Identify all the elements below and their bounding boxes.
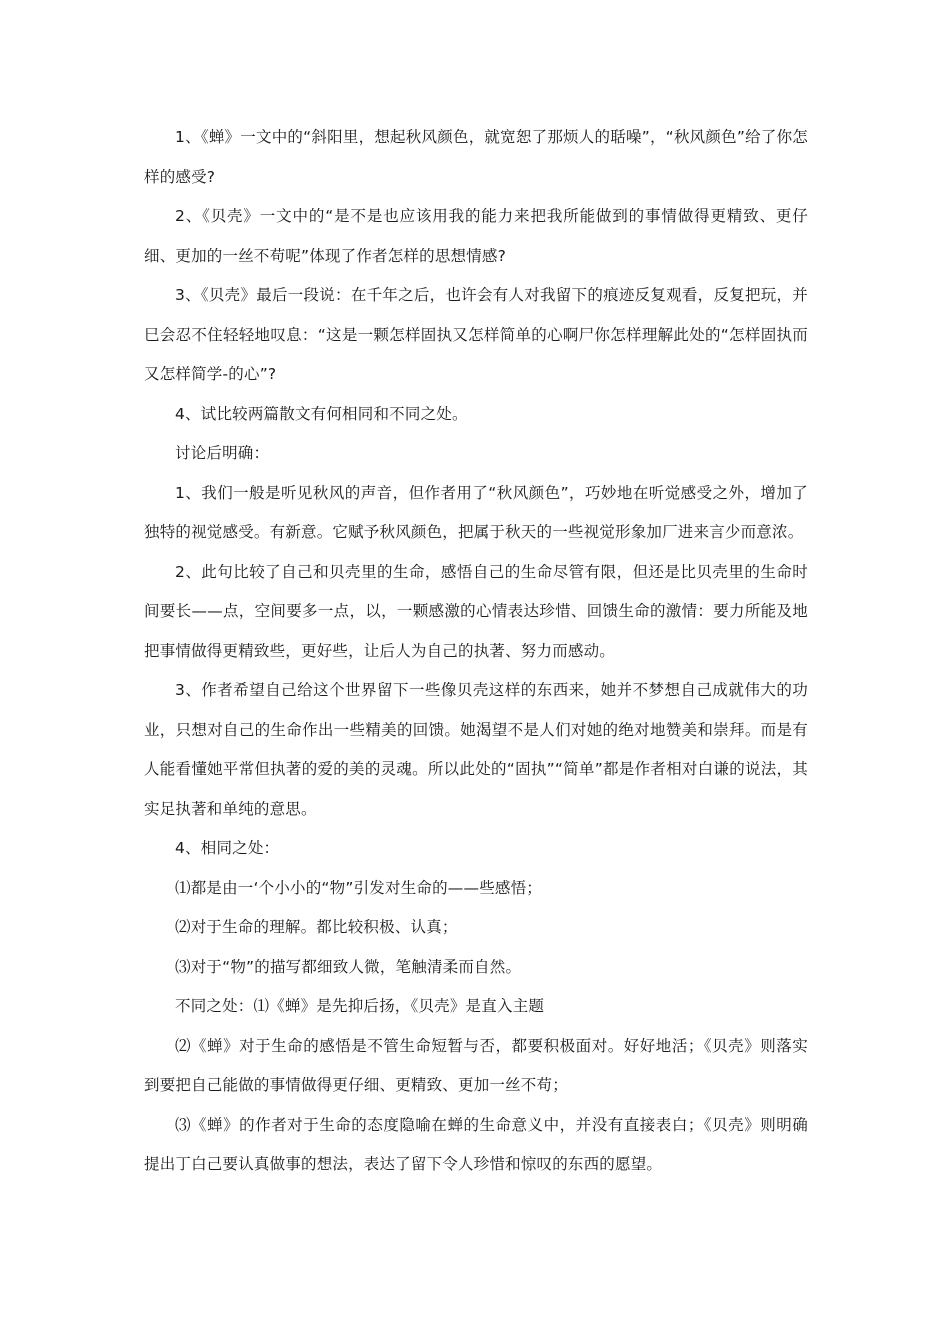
answer-2: 2、此句比较了自己和贝壳里的生命，感悟自己的生命尽管有限，但还是比贝壳里的生命时间要长——点，空间要多一点，以，一颗感激的心情表达珍惜、回馈生命的激情：要力所能及地把事情做得更精致些，更好些，让后人为自己的执著、努力而感动。 xyxy=(144,562,808,660)
difference-2: ⑵《蝉》对于生命的感悟是不管生命短暂与否，都要积极面对。好好地活；《贝壳》则落实到要把自己能做的事情做得更仔细、更精致、更加一丝不苟； xyxy=(144,1036,808,1094)
question-4: 4、试比较两篇散文有何相同和不同之处。 xyxy=(175,404,468,423)
question-1: 1、《蝉》一文中的“斜阳里，想起秋风颜色，就宽恕了那烦人的聒噪”，“秋风颜色”给了你怎样的感受? xyxy=(144,128,808,186)
difference-1: 不同之处：⑴《蝉》是先抑后扬，《贝壳》是直入主题 xyxy=(175,997,545,1015)
similarity-1: ⑴都是由一‘个小小的“物”引发对生命的——些感悟； xyxy=(175,878,542,897)
discussion-heading: 讨论后明确： xyxy=(175,444,270,462)
similarity-2: ⑵对于生命的理解。都比较积极、认真； xyxy=(175,918,458,936)
question-2: 2、《贝壳》一文中的“是不是也应该用我的能力来把我所能做到的事情做得更精致、更仔细、更加的一丝不苟呢”体现了作者怎样的思想情感? xyxy=(144,207,808,265)
answer-3: 3、作者希望自己给这个世界留下一些像贝壳这样的东西来，她并不梦想自己成就伟大的功业，只想对自己的生命作出一些精美的回馈。她渴望不是人们对她的绝对地赞美和崇拜。而是有人能看懂她平常但执著的爱的美的灵魂。所以此处的“固执”“简单”都是作者相对白谦的说法，其实足执著和单纯的意思。 xyxy=(144,681,808,818)
similarity-3: ⑶对于“物”的描写都细致人微，笔触清柔而自然。 xyxy=(175,957,522,976)
difference-3: ⑶《蝉》的作者对于生命的态度隐喻在蝉的生命意义中，并没有直接表白；《贝壳》则明确提出丁白己要认真做事的想法，表达了留下令人珍惜和惊叹的东西的愿望。 xyxy=(144,1115,808,1173)
document-body xyxy=(144,118,808,1185)
answer-1: 1、我们一般是听见秋风的声音，但作者用了“秋风颜色”，巧妙地在听觉感受之外，增加了独特的视觉感受。有新意。它赋予秋风颜色，把属于秋天的一些视觉形象加厂进来言少而意浓。 xyxy=(144,483,808,541)
question-3: 3、《贝壳》最后一段说：在千年之后，也许会有人对我留下的痕迹反复观看，反复把玩，并巳会忍不住轻轻地叹息：“这是一颗怎样固执又怎样简单的心啊尸你怎样理解此处的“怎样固执而又怎样简学-的心”? xyxy=(144,286,808,383)
answer-4-heading: 4、相同之处： xyxy=(175,839,280,857)
